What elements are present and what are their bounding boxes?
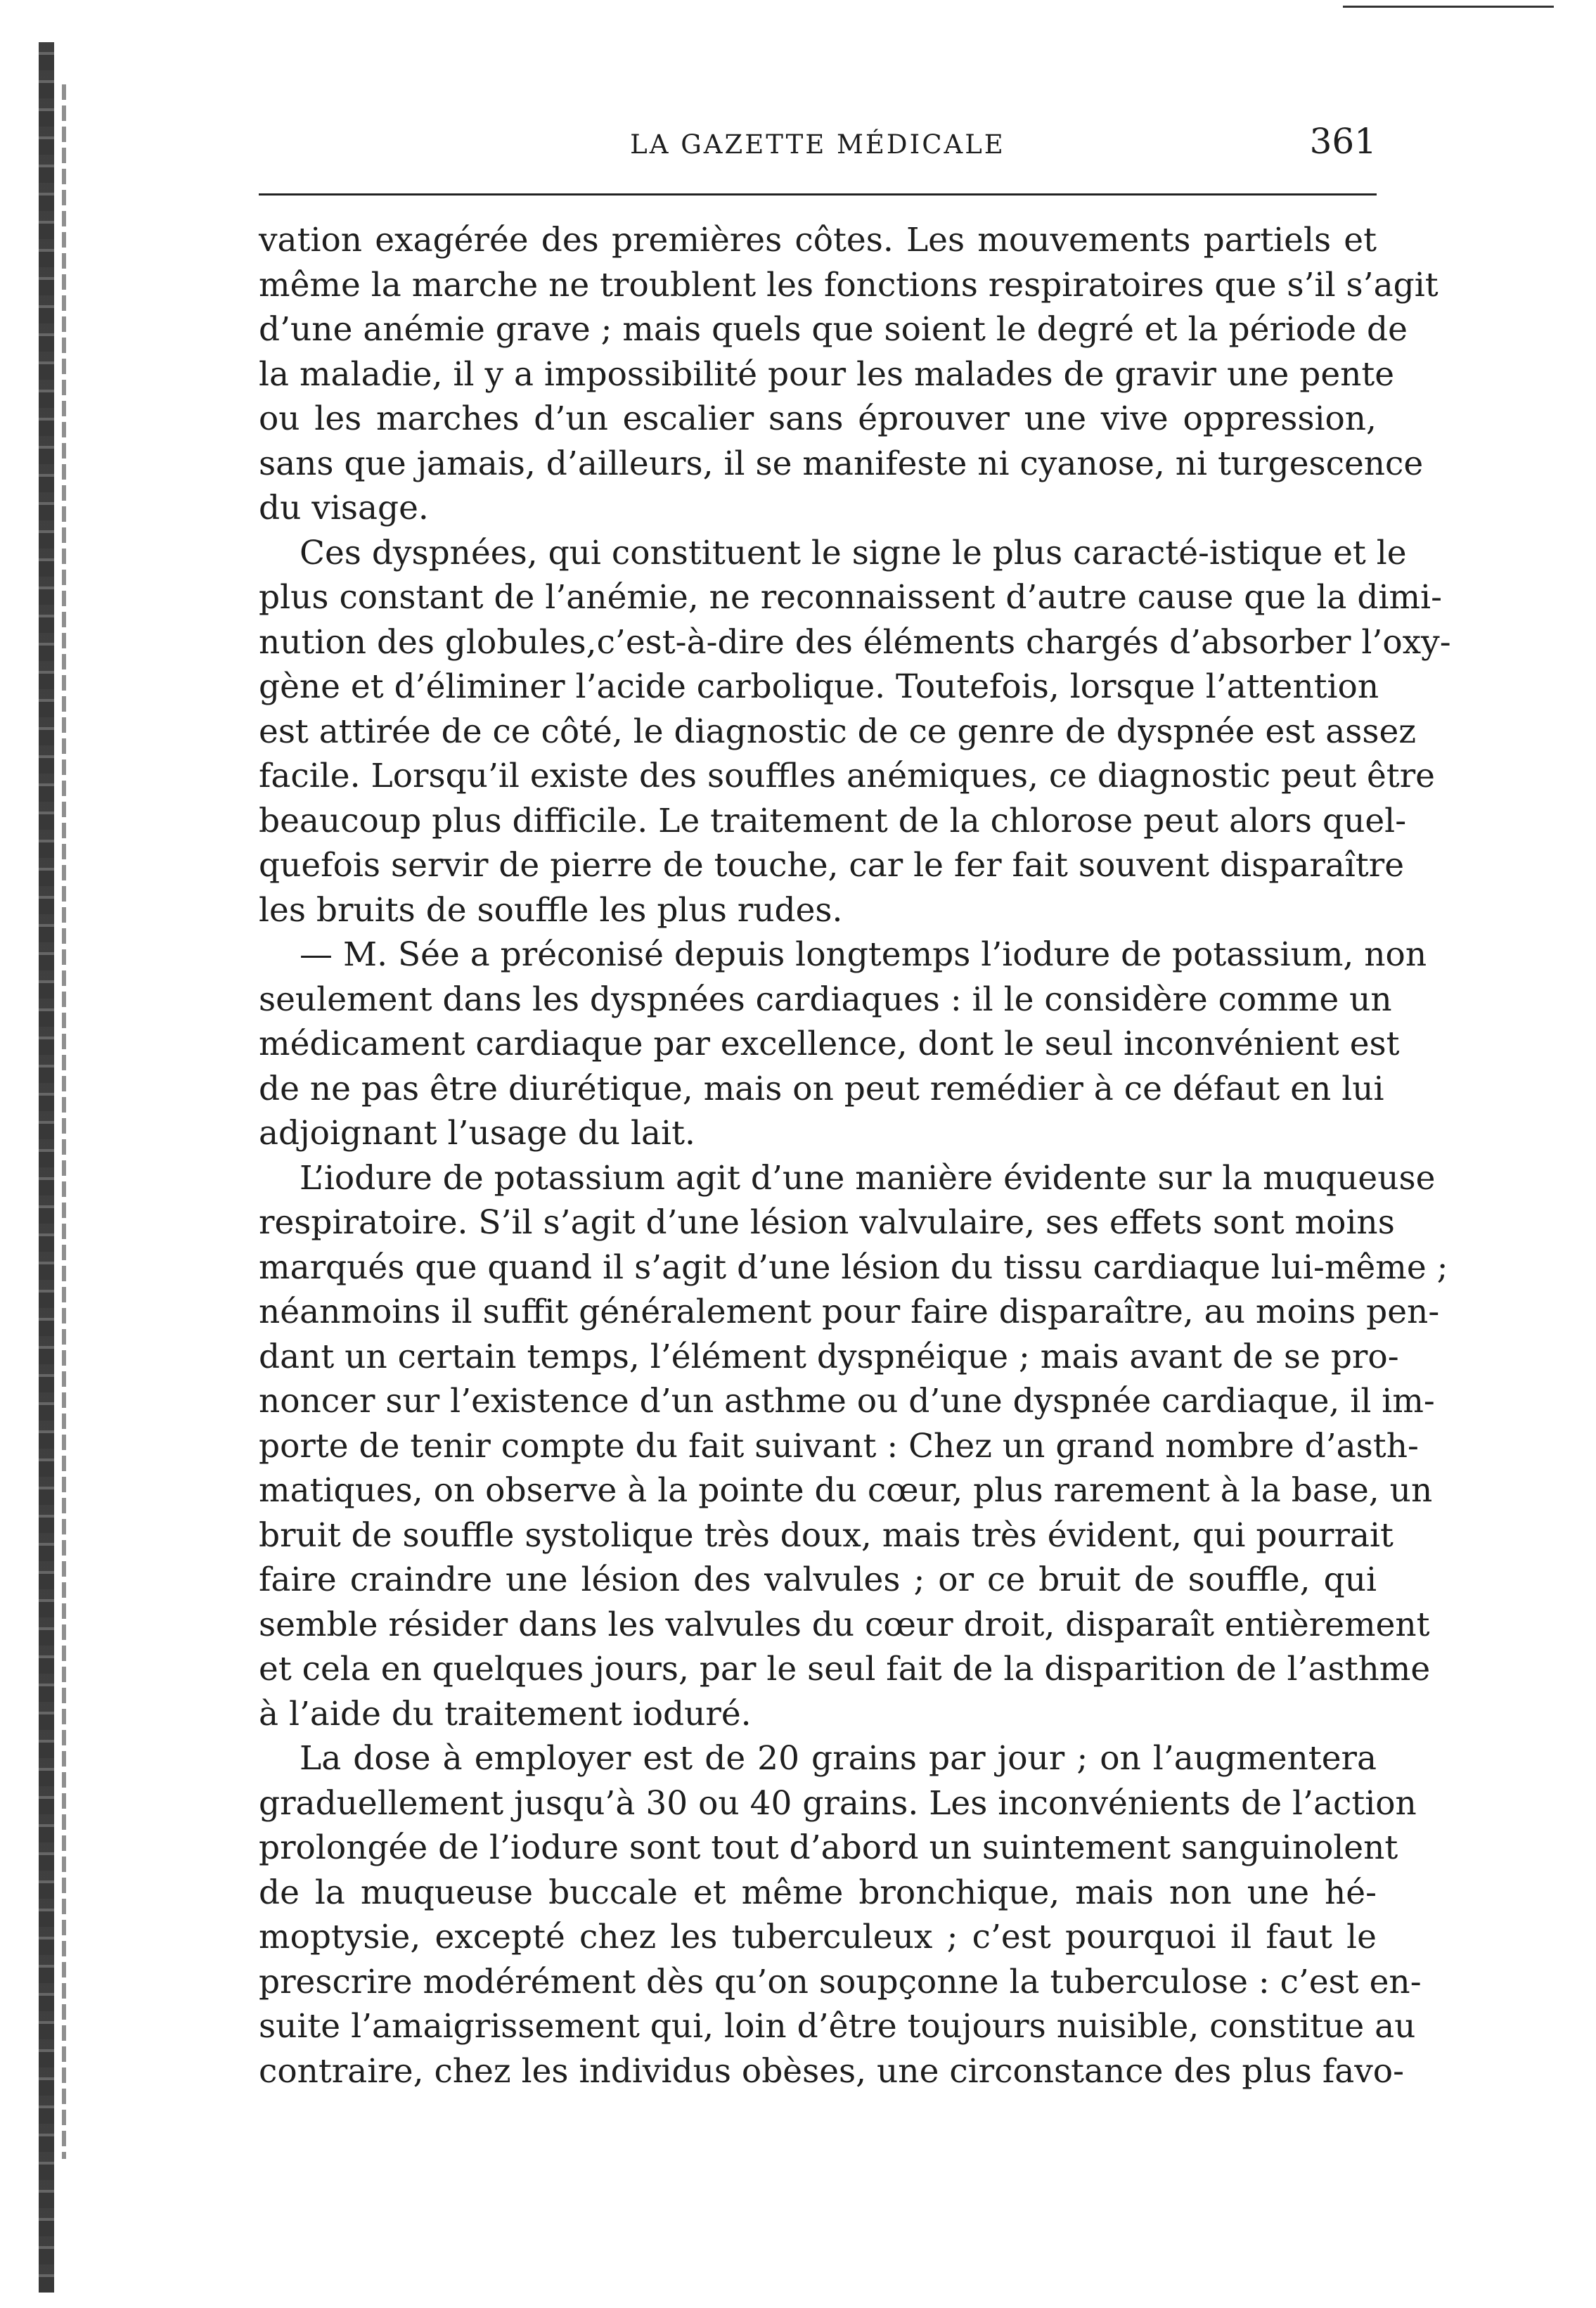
text-line: la maladie, il y a impossibilité pour les malades de gravir une pente: [259, 354, 1395, 394]
text-line: seulement dans les dyspnées cardiaques : il le considère comme un: [259, 980, 1392, 1019]
text-line: est attirée de ce côté, le diagnostic de ce genre de dyspnée est assez: [259, 712, 1417, 751]
binding-edge-shadow: [62, 84, 66, 2159]
text-line: gène et d’éliminer l’acide carbolique. Toutefois, lorsque l’attention: [259, 667, 1379, 706]
text-line: quefois servir de pierre de touche, car le fer fait souvent disparaître: [259, 846, 1405, 885]
text-line: prescrire modérément dès qu’on soupçonne la tuberculose : c’est en-: [259, 1962, 1422, 2001]
text-line: suite l’amaigrissement qui, loin d’être toujours nuisible, constitue au: [259, 2007, 1416, 2046]
paragraph: [259, 531, 1451, 933]
text-line: adjoignant l’usage du lait.: [259, 1114, 695, 1153]
text-line: semble résider dans les valvules du cœur droit, disparaît entièrement: [259, 1605, 1430, 1644]
text-line: et cela en quelques jours, par le seul fait de la disparition de l’asthme: [259, 1650, 1431, 1688]
text-line: La dose à employer est de 20 grains par jour ; on l’augmentera: [300, 1739, 1377, 1778]
text-line: d’une anémie grave ; mais quels que soient le degré et la période de: [259, 310, 1408, 349]
header-rule: [259, 193, 1377, 195]
text-line: graduellement jusqu’à 30 ou 40 grains. Les inconvénients de l’action: [259, 1783, 1417, 1823]
text-line: médicament cardiaque par excellence, dont le seul inconvénient est: [259, 1025, 1400, 1063]
paragraph: [259, 1736, 1422, 2094]
page-number: 361: [1309, 121, 1377, 162]
text-line: L’iodure de potassium agit d’une manière évidente sur la muqueuse: [300, 1158, 1436, 1198]
text-line: marqués que quand il s’agit d’une lésion du tissu cardiaque lui-même ;: [259, 1248, 1448, 1287]
text-line: beaucoup plus difficile. Le traitement de la chlorose peut alors quel-: [259, 801, 1407, 840]
text-line: bruit de souffle systolique très doux, mais très évident, qui pourrait: [259, 1515, 1394, 1555]
text-line: même la marche ne troublent les fonctions respiratoires que s’il s’agit: [259, 265, 1439, 304]
text-line: respiratoire. S’il s’agit d’une lésion valvulaire, ses effets sont moins: [259, 1203, 1395, 1242]
text-line: les bruits de souffle les plus rudes.: [259, 890, 843, 930]
text-line: facile. Lorsqu’il existe des souffles anémiques, ce diagnostic peut être: [259, 757, 1435, 795]
text-line: vation exagérée des premières côtes. Les mouvements partiels et: [259, 221, 1377, 259]
binding-edge: [39, 42, 54, 2293]
text-line: faire craindre une lésion des valvules ; or ce bruit de souffle, qui: [259, 1560, 1377, 1599]
paragraph: [259, 218, 1439, 531]
text-line: nution des globules,c’est-à-dire des éléments chargés d’absorber l’oxy-: [259, 622, 1451, 662]
paragraph: [259, 1156, 1448, 1737]
text-line: dant un certain temps, l’élément dyspnéique ; mais avant de se pro-: [259, 1337, 1399, 1376]
text-line: contraire, chez les individus obèses, une circonstance des plus favo-: [259, 2051, 1404, 2091]
body-text: [259, 218, 1451, 2094]
page-header: [259, 121, 1377, 170]
text-line: noncer sur l’existence d’un asthme ou d’une dyspnée cardiaque, il im-: [259, 1382, 1435, 1421]
text-line: sans que jamais, d’ailleurs, il se manifeste ni cyanose, ni turgescence: [259, 444, 1424, 483]
text-line: moptysie, excepté chez les tuberculeux ; c’est pourquoi il faut le: [259, 1918, 1377, 1956]
paragraph: [259, 932, 1427, 1156]
page-corner-rule: [1343, 6, 1554, 8]
text-line: porte de tenir compte du fait suivant : Chez un grand nombre d’asth-: [259, 1426, 1419, 1466]
running-title: LA GAZETTE MÉDICALE: [630, 129, 1005, 160]
text-line: de la muqueuse buccale et même bronchique, mais non une hé-: [259, 1873, 1377, 1912]
text-line: — M. Sée a préconisé depuis longtemps l’iodure de potassium, non: [300, 935, 1427, 974]
text-line: matiques, on observe à la pointe du cœur, plus rarement à la base, un: [259, 1471, 1433, 1510]
text-line: ou les marches d’un escalier sans éprouver une vive oppression,: [259, 399, 1377, 438]
text-line: prolongée de l’iodure sont tout d’abord un suintement sanguinolent: [259, 1828, 1398, 1867]
text-line: de ne pas être diurétique, mais on peut remédier à ce défaut en lui: [259, 1069, 1384, 1108]
text-line: néanmoins il suffit généralement pour faire disparaître, au moins pen-: [259, 1293, 1440, 1331]
text-line: plus constant de l’anémie, ne reconnaissent d’autre cause que la dimi-: [259, 578, 1442, 617]
text-line: Ces dyspnées, qui constituent le signe le plus caracté-istique et le: [300, 533, 1407, 572]
text-line: à l’aide du traitement ioduré.: [259, 1694, 752, 1733]
text-line: du visage.: [259, 489, 429, 527]
